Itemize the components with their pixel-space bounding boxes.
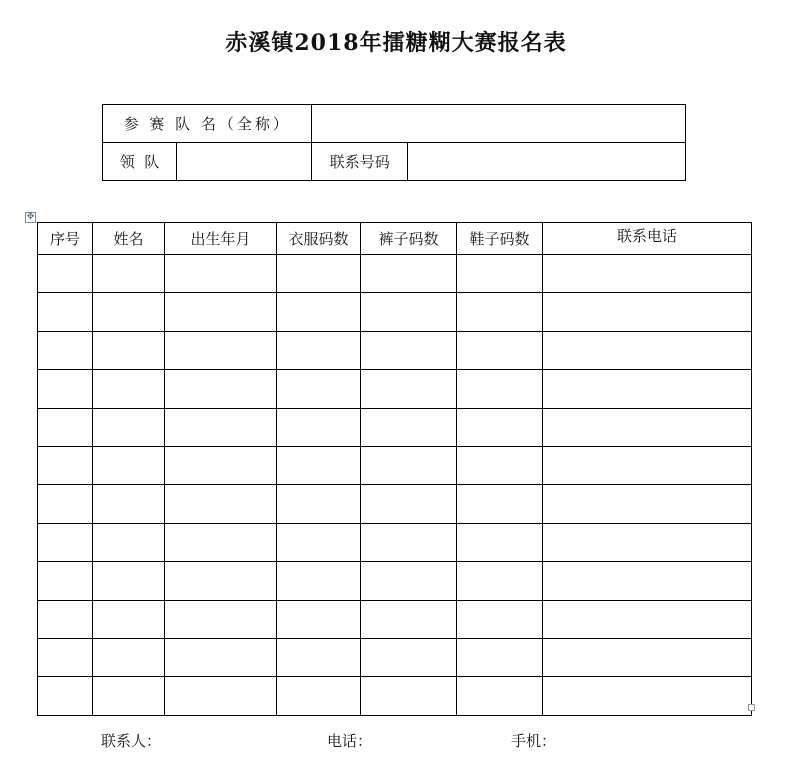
table-cell[interactable] <box>165 562 277 600</box>
table-row <box>38 255 752 293</box>
table-cell[interactable] <box>93 446 165 484</box>
contact-number-field[interactable] <box>408 143 686 181</box>
table-move-handle-icon[interactable]: ✥ <box>26 212 35 222</box>
table-cell[interactable] <box>277 370 361 408</box>
header-birth: 出生年月 <box>165 223 277 255</box>
header-shirt-size: 衣服码数 <box>277 223 361 255</box>
table-cell[interactable] <box>93 408 165 446</box>
table-cell[interactable] <box>277 562 361 600</box>
footer-phone: 电话： <box>327 732 373 750</box>
leader-field[interactable] <box>177 143 311 180</box>
table-cell[interactable] <box>543 446 752 484</box>
form-title: 赤溪镇2018年擂糖糊大赛报名表 <box>225 30 567 56</box>
header-index: 序号 <box>38 223 93 255</box>
table-cell[interactable] <box>361 485 457 523</box>
table-cell[interactable] <box>165 408 277 446</box>
table-cell[interactable] <box>543 638 752 676</box>
footer-mobile: 手机： <box>511 732 557 750</box>
table-cell[interactable] <box>38 293 93 331</box>
table-cell[interactable] <box>38 408 93 446</box>
table-cell[interactable] <box>361 600 457 638</box>
table-cell[interactable] <box>38 446 93 484</box>
table-row <box>38 408 752 446</box>
table-cell[interactable] <box>93 255 165 293</box>
table-cell[interactable] <box>543 408 752 446</box>
leader-label: 领 队 <box>103 143 177 180</box>
table-cell[interactable] <box>38 331 93 369</box>
header-phone: 联系电话 <box>543 223 752 255</box>
table-cell[interactable] <box>165 370 277 408</box>
table-cell[interactable] <box>457 370 543 408</box>
table-cell[interactable] <box>457 562 543 600</box>
table-cell[interactable] <box>457 485 543 523</box>
table-cell[interactable] <box>457 293 543 331</box>
table-cell[interactable] <box>361 331 457 369</box>
table-row <box>38 638 752 676</box>
table-cell[interactable] <box>361 255 457 293</box>
table-cell[interactable] <box>93 523 165 561</box>
table-row <box>38 331 752 369</box>
table-cell[interactable] <box>361 638 457 676</box>
table-cell[interactable] <box>543 331 752 369</box>
team-name-field[interactable] <box>312 105 686 143</box>
table-cell[interactable] <box>361 446 457 484</box>
table-cell[interactable] <box>277 255 361 293</box>
table-row <box>38 523 752 561</box>
header-shoe-size: 鞋子码数 <box>457 223 543 255</box>
table-row <box>38 485 752 523</box>
table-row <box>38 562 752 600</box>
table-cell[interactable] <box>165 600 277 638</box>
table-cell[interactable] <box>165 255 277 293</box>
table-cell[interactable] <box>165 523 277 561</box>
header-pants-size: 裤子码数 <box>361 223 457 255</box>
table-row <box>38 446 752 484</box>
footer-contact-person: 联系人： <box>101 732 162 750</box>
table-cell[interactable] <box>277 446 361 484</box>
table-row <box>38 677 752 715</box>
table-cell[interactable] <box>457 638 543 676</box>
table-cell[interactable] <box>165 638 277 676</box>
table-cell[interactable] <box>93 600 165 638</box>
table-cell[interactable] <box>457 331 543 369</box>
table-cell[interactable] <box>38 677 93 715</box>
table-cell[interactable] <box>361 408 457 446</box>
table-cell[interactable] <box>277 600 361 638</box>
table-cell[interactable] <box>38 523 93 561</box>
table-cell[interactable] <box>93 293 165 331</box>
table-cell[interactable] <box>165 485 277 523</box>
table-cell[interactable] <box>543 677 752 715</box>
table-cell[interactable] <box>38 370 93 408</box>
table-cell[interactable] <box>457 255 543 293</box>
table-cell[interactable] <box>361 523 457 561</box>
table-cell[interactable] <box>93 331 165 369</box>
table-cell[interactable] <box>93 677 165 715</box>
table-cell[interactable] <box>361 370 457 408</box>
table-cell[interactable] <box>38 638 93 676</box>
table-cell[interactable] <box>543 600 752 638</box>
table-cell[interactable] <box>93 485 165 523</box>
table-row <box>38 293 752 331</box>
table-cell[interactable] <box>93 370 165 408</box>
table-cell[interactable] <box>165 331 277 369</box>
table-cell[interactable] <box>165 293 277 331</box>
table-cell[interactable] <box>457 523 543 561</box>
table-cell[interactable] <box>361 562 457 600</box>
table-cell[interactable] <box>543 255 752 293</box>
table-cell[interactable] <box>457 677 543 715</box>
table-cell[interactable] <box>457 600 543 638</box>
table-cell[interactable] <box>165 677 277 715</box>
table-cell[interactable] <box>543 293 752 331</box>
table-cell[interactable] <box>457 408 543 446</box>
table-cell[interactable] <box>457 446 543 484</box>
table-cell[interactable] <box>93 562 165 600</box>
table-cell[interactable] <box>277 331 361 369</box>
table-cell[interactable] <box>38 600 93 638</box>
table-cell[interactable] <box>543 485 752 523</box>
table-cell[interactable] <box>277 408 361 446</box>
table-cell[interactable] <box>38 485 93 523</box>
table-cell[interactable] <box>277 293 361 331</box>
table-cell[interactable] <box>277 638 361 676</box>
table-cell[interactable] <box>361 677 457 715</box>
roster-table <box>37 222 752 716</box>
table-cell[interactable] <box>277 485 361 523</box>
table-cell[interactable] <box>361 293 457 331</box>
table-cell[interactable] <box>277 523 361 561</box>
table-cell[interactable] <box>543 562 752 600</box>
team-info-table <box>102 104 686 181</box>
table-resize-handle[interactable] <box>748 704 755 711</box>
table-row <box>38 600 752 638</box>
table-cell[interactable] <box>543 523 752 561</box>
table-cell[interactable] <box>543 370 752 408</box>
table-cell[interactable] <box>165 446 277 484</box>
roster-header-row <box>38 223 752 255</box>
team-name-label: 参 赛 队 名（全称） <box>103 105 312 143</box>
table-cell[interactable] <box>38 255 93 293</box>
table-cell[interactable] <box>38 562 93 600</box>
header-name: 姓名 <box>93 223 165 255</box>
table-cell[interactable] <box>277 677 361 715</box>
table-row <box>38 370 752 408</box>
contact-number-label: 联系号码 <box>312 143 408 181</box>
table-cell[interactable] <box>93 638 165 676</box>
